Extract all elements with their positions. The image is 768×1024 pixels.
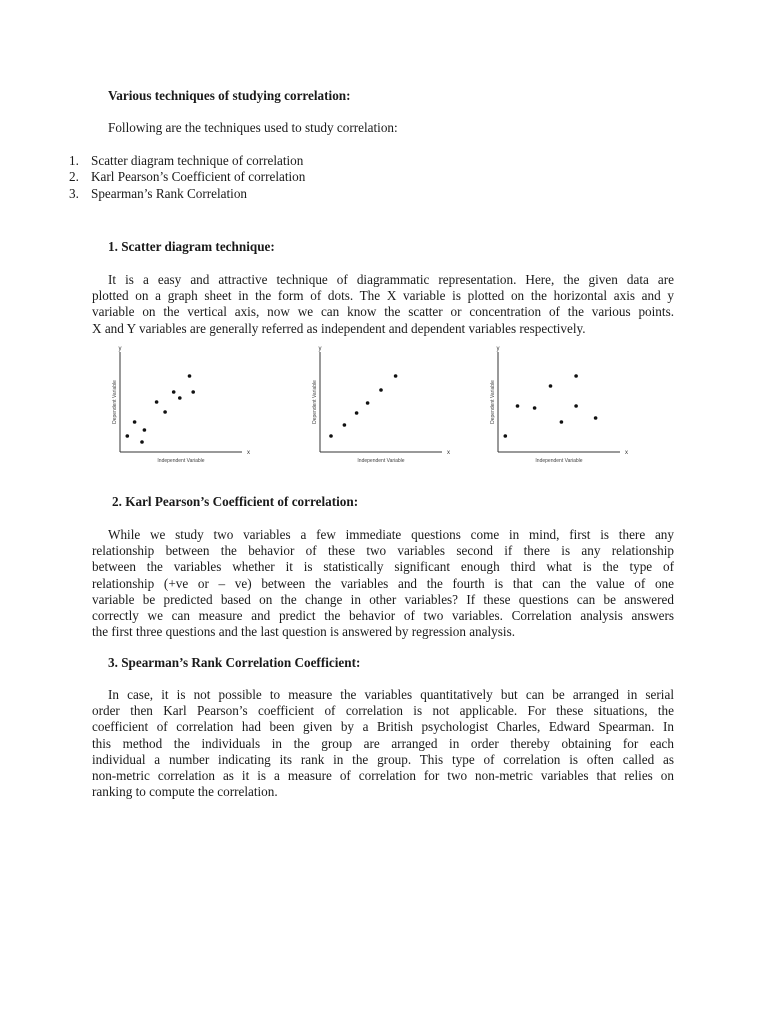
section3-heading: 3. Spearman’s Rank Correlation Coefficient: [108,655,361,670]
scatter-point [133,420,137,424]
paragraph-line: In case, it is not possible to measure the variables quantitatively but can be arranged in serial [108,687,674,702]
scatter-point [126,434,130,438]
list-item [69,186,305,202]
scatter-plot [110,344,256,466]
intro-text: Following are the techniques used to study correlation: [108,120,398,135]
scatter-point [155,400,159,404]
scatter-point [172,390,176,394]
paragraph-line: While we study two variables a few immediate questions come in mind, first is there any [108,527,674,542]
paragraph-line: variable be predicted based on the change in other variables? If these questions can be answered [92,591,674,607]
paragraph-line: correctly we can measure and predict the behavior of two variables. Correlation analysis answers [92,608,674,624]
list-text: Karl Pearson’s Coefficient of correlation [91,169,306,185]
paragraph-line: the first three questions and the last question is answered by regression analysis. [92,624,516,640]
list-text: Scatter diagram technique of correlation [91,153,304,168]
scatter-point [549,384,553,388]
paragraph-line: X and Y variables are generally referred as independent and dependent variables respectively. [92,320,586,336]
y-axis-letter: y [118,346,122,352]
paragraph-line: relationship between the behavior of these two variables second if there is any relationship [92,543,674,559]
scatter-point [188,374,192,378]
scatter-point [574,404,578,408]
paragraph-line: between the variables whether it is statistically significant enough third what is the type of [92,559,674,575]
list-number: 3. [69,185,79,201]
scatter-point [394,374,398,378]
x-axis-letter: x [447,450,450,456]
paragraph-line: variable on the vertical axis, now we can know the scatter or concentration of the various points. [92,304,674,320]
list-number: 1. [69,153,79,168]
x-axis-label: Independent Variable [357,458,405,464]
document-title: Various techniques of studying correlation: [108,88,351,103]
x-axis-letter: x [625,450,628,456]
scatter-point [343,423,347,427]
section2-heading: 2. Karl Pearson’s Coefficient of correlation: [112,494,359,509]
section1-heading: 1. Scatter diagram technique: [108,239,275,254]
scatter-point [178,396,182,400]
scatter-point [560,420,564,424]
paragraph-line: relationship (+ve or – ve) between the variables and the fourth is that can the value of one [92,575,674,591]
paragraph-line: coefficient of correlation had been given by a British psychologist Charles, Edward Spearman. In [92,719,674,735]
x-axis-label: Independent Variable [157,458,205,464]
paragraph-line: order then Karl Pearson’s coefficient of correlation is not applicable. For these situations, the [92,703,674,719]
list-text: Spearman’s Rank Correlation [91,185,248,201]
techniques-list [69,153,305,202]
scatter-point [163,410,167,414]
paragraph-line: individual a number indicating its rank in the group. This type of correlation is often called as [92,751,674,767]
list-item [69,153,305,169]
paragraph-line: It is a easy and attractive technique of diagrammatic representation. Here, the given data are [108,272,674,287]
y-axis-label: Dependent Variable [490,380,496,424]
y-axis-letter: y [496,346,500,352]
scatter-point [140,440,144,444]
x-axis-letter: x [247,450,250,456]
x-axis-label: Independent Variable [535,458,583,464]
section3-paragraph [92,687,674,800]
y-axis-label: Dependent Variable [112,380,118,424]
list-item [69,169,305,185]
scatter-point [533,406,537,410]
section1-paragraph [92,272,674,337]
y-axis-label: Dependent Variable [312,380,318,424]
scatter-point [504,434,508,438]
scatter-point [516,404,520,408]
scatter-point [594,416,598,420]
scatter-point [143,428,147,432]
scatter-point [191,390,195,394]
y-axis-letter: y [318,346,322,352]
scatter-point [574,374,578,378]
scatter-point [366,401,370,405]
scatter-point [355,411,359,415]
paragraph-line: non-metric correlation as it is a measure of correlation for two non-metric variables that relies on [92,768,674,784]
paragraph-line: ranking to compute the correlation. [92,784,278,800]
list-number: 2. [69,169,79,185]
scatter-plot [310,344,456,466]
paragraph-line: this method the individuals in the group are arranged in order thereby obtaining for each [92,735,674,751]
section2-paragraph [92,527,674,640]
scatter-plot [488,344,634,466]
scatter-point [329,434,333,438]
paragraph-line: plotted on a graph sheet in the form of dots. The X variable is plotted on the horizontal axis and y [92,288,674,304]
scatter-point [379,388,383,392]
